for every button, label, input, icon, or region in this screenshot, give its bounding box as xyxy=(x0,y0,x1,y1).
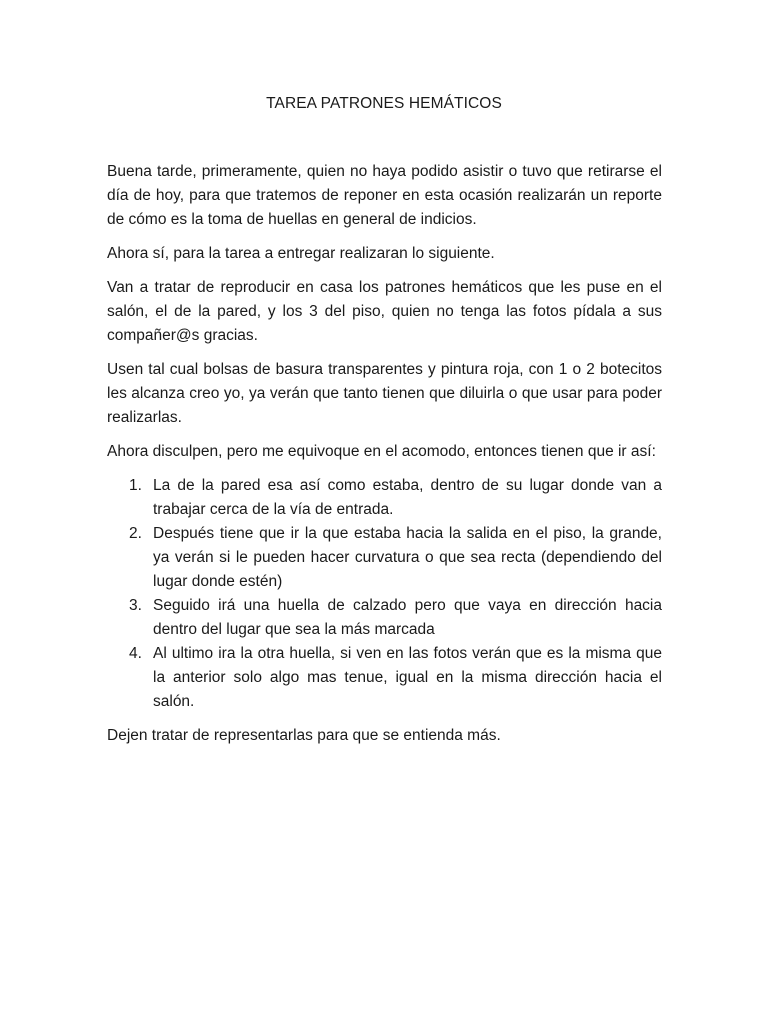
paragraph-apology: Ahora disculpen, pero me equivoque en el acomodo, entonces tienen que ir así: xyxy=(107,443,656,460)
list-item xyxy=(107,642,662,714)
paragraph-task: Ahora sí, para la tarea a entregar realizaran lo siguiente. xyxy=(107,245,495,262)
list-number: 2. xyxy=(129,525,142,542)
document-body xyxy=(107,160,662,758)
paragraph-intro: Buena tarde, primeramente, quien no haya podido asistir o tuvo que retirarse el día de hoy, para que tratemos de reponer en esta ocasión realizarán un reporte de cómo es la toma de huellas en general de indicios. xyxy=(107,163,662,228)
list-item-text: Después tiene que ir la que estaba hacia la salida en el piso, la grande, ya verán si le pueden hacer curvatura o que sea recta (dependiendo del lugar donde estén) xyxy=(153,525,662,590)
list-number: 4. xyxy=(129,645,142,662)
ordered-list xyxy=(107,474,662,714)
list-item xyxy=(107,522,662,594)
list-item-text: Seguido irá una huella de calzado pero que vaya en dirección hacia dentro del lugar que sea la más marcada xyxy=(153,597,662,638)
list-item xyxy=(107,474,662,522)
list-item-text: La de la pared esa así como estaba, dentro de su lugar donde van a trabajar cerca de la vía de entrada. xyxy=(153,477,662,518)
paragraph-closing: Dejen tratar de representarlas para que se entienda más. xyxy=(107,727,501,744)
list-number: 1. xyxy=(129,477,142,494)
list-item xyxy=(107,594,662,642)
paragraph-materials: Usen tal cual bolsas de basura transparentes y pintura roja, con 1 o 2 botecitos les alcanza creo yo, ya verán que tanto tienen que diluirla o que usar para poder realizarlas. xyxy=(107,361,662,426)
list-number: 3. xyxy=(129,597,142,614)
document-title: TAREA PATRONES HEMÁTICOS xyxy=(266,95,502,112)
list-item-text: Al ultimo ira la otra huella, si ven en las fotos verán que es la misma que la anterior solo algo mas tenue, igual en la misma dirección hacia el salón. xyxy=(153,645,662,710)
paragraph-reproduce: Van a tratar de reproducir en casa los patrones hemáticos que les puse en el salón, el de la pared, y los 3 del piso, quien no tenga las fotos pídala a sus compañer@s gracias. xyxy=(107,279,662,344)
